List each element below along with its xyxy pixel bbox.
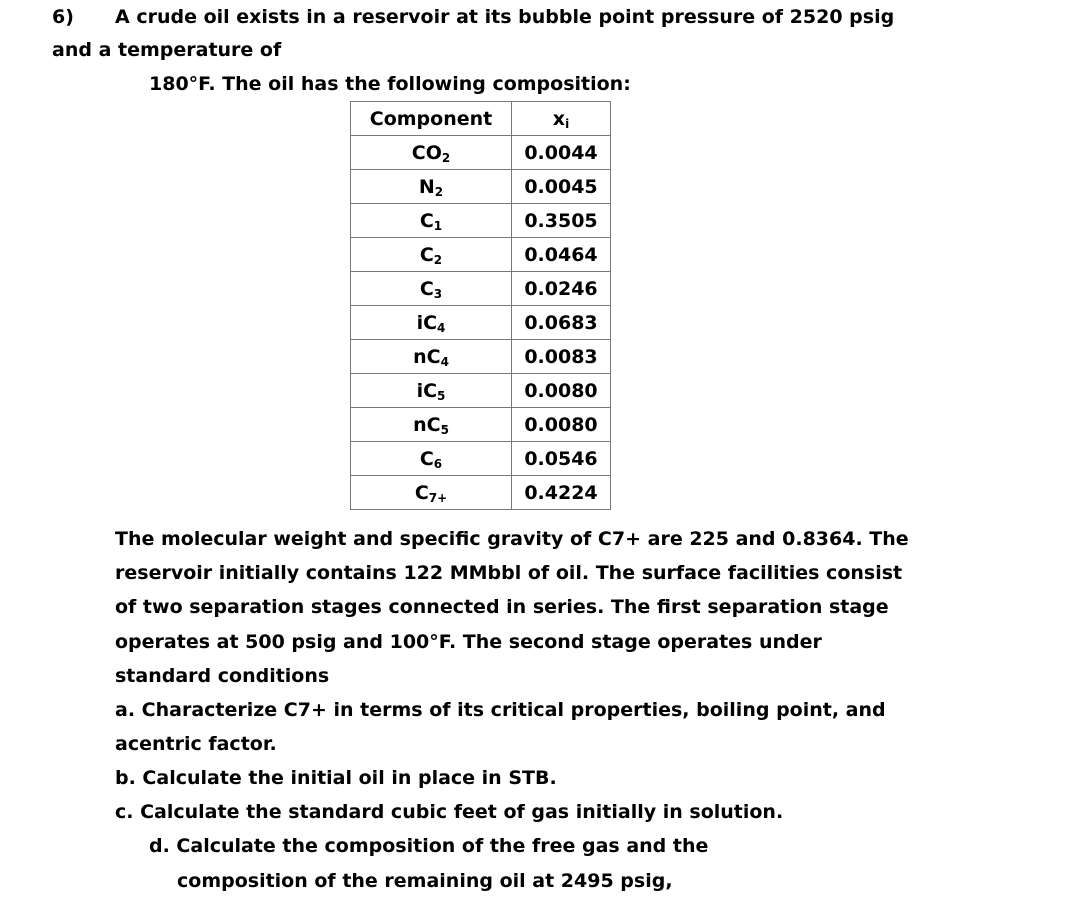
mole-fraction-cell: 0.3505 bbox=[512, 204, 611, 238]
table-row bbox=[351, 238, 611, 272]
component-cell: $CO_2$ bbox=[351, 136, 512, 170]
mole-fraction-cell: 0.0044 bbox=[512, 136, 611, 170]
component-cell: $C_6$ bbox=[351, 442, 512, 476]
component-cell: $iC_5$ bbox=[351, 374, 512, 408]
component-cell: $C_2$ bbox=[351, 238, 512, 272]
component-cell: $C_1$ bbox=[351, 204, 512, 238]
body-line-5: standard conditions bbox=[115, 665, 330, 687]
table-row bbox=[351, 272, 611, 306]
body-line-1: The molecular weight and specific gravity of C7+ are 225 and 0.8364. The bbox=[115, 528, 909, 550]
body-line-2: reservoir initially contains 122 MMbbl of oil. The surface facilities consist bbox=[115, 562, 903, 584]
table-row bbox=[351, 306, 611, 340]
component-cell: $C_3$ bbox=[351, 272, 512, 306]
part-a-line-2: acentric factor. bbox=[115, 733, 277, 755]
component-cell: $C_{7+}$ bbox=[351, 476, 512, 510]
body-line-3: of two separation stages connected in series. The first separation stage bbox=[115, 596, 889, 618]
table-row bbox=[351, 340, 611, 374]
component-cell: $nC_4$ bbox=[351, 340, 512, 374]
mole-fraction-cell: 0.0083 bbox=[512, 340, 611, 374]
mole-fraction-cell: 0.4224 bbox=[512, 476, 611, 510]
table-row bbox=[351, 476, 611, 510]
table-row bbox=[351, 442, 611, 476]
mole-fraction-cell: 0.0246 bbox=[512, 272, 611, 306]
mole-fraction-cell: 0.0464 bbox=[512, 238, 611, 272]
intro-line-1: A crude oil exists in a reservoir at its bubble point pressure of 2520 psig bbox=[115, 6, 895, 28]
part-c: c. Calculate the standard cubic feet of gas initially in solution. bbox=[115, 801, 784, 823]
component-cell: $nC_5$ bbox=[351, 408, 512, 442]
component-header: Component bbox=[351, 102, 512, 136]
table-header-row bbox=[351, 102, 611, 136]
composition-table bbox=[350, 101, 611, 510]
body-line-4: operates at 500 psig and 100°F. The second stage operates under bbox=[115, 631, 822, 653]
intro-line-2: and a temperature of bbox=[52, 39, 282, 61]
component-cell: $iC_4$ bbox=[351, 306, 512, 340]
mole-fraction-header: $x_i$ bbox=[512, 102, 611, 136]
mole-fraction-cell: 0.0080 bbox=[512, 408, 611, 442]
mole-fraction-cell: 0.0683 bbox=[512, 306, 611, 340]
table-row bbox=[351, 136, 611, 170]
intro-line-3: 180°F. The oil has the following composition: bbox=[149, 73, 631, 95]
mole-fraction-cell: 0.0546 bbox=[512, 442, 611, 476]
table-row bbox=[351, 204, 611, 238]
part-d-line-2: composition of the remaining oil at 2495 psig, bbox=[177, 870, 673, 892]
question-number: 6) bbox=[52, 6, 74, 28]
table-row bbox=[351, 170, 611, 204]
mole-fraction-cell: 0.0045 bbox=[512, 170, 611, 204]
part-a-line-1: a. Characterize C7+ in terms of its critical properties, boiling point, and bbox=[115, 699, 886, 721]
mole-fraction-cell: 0.0080 bbox=[512, 374, 611, 408]
table-row bbox=[351, 408, 611, 442]
component-cell: $N_2$ bbox=[351, 170, 512, 204]
table-row bbox=[351, 374, 611, 408]
part-d-line-1: d. Calculate the composition of the free gas and the bbox=[149, 835, 709, 857]
part-b: b. Calculate the initial oil in place in STB. bbox=[115, 767, 557, 789]
